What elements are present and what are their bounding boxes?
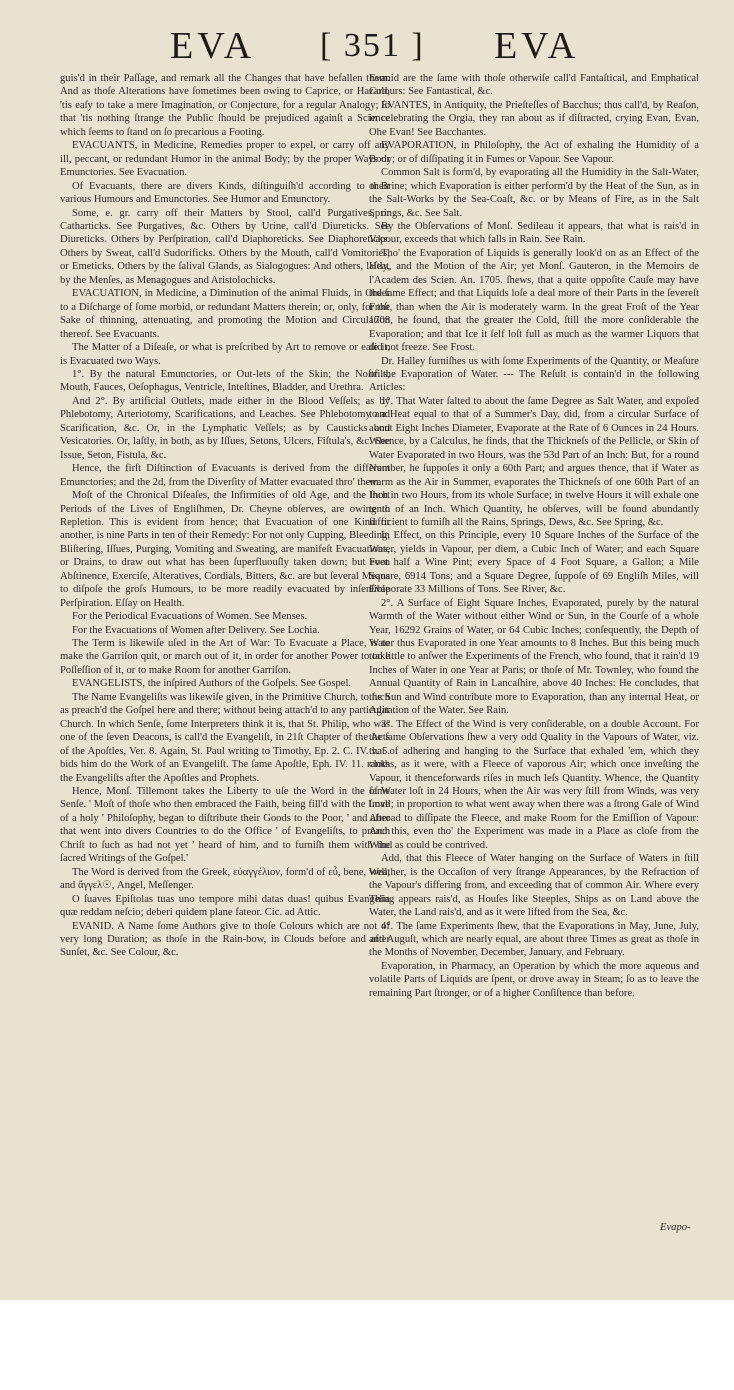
- paragraph: Dr. Halley furniſhes us with ſome Experiments of the Quantity, or Meaſure of the Evaporation of Water. --- The Reſult is contain'd in the following Articles:: [369, 355, 699, 394]
- paragraph: By the Obſervations of Monſ. Sedileau it appears, that what is rais'd in Vapour, exceeds that which falls in Rain. See Rain.: [369, 220, 699, 246]
- paragraph: EVACUANTS, in Medicine, Remedies proper to expel, or carry off any ill, peccant, or redundant Humor in the animal Body; by the proper Ways or Emunctories. See Evacuation.: [60, 140, 390, 179]
- paragraph: For the Periodical Evacuations of Women. See Menses.: [72, 611, 308, 623]
- paragraph: Hence, the firſt Diſtinction of Evacuants is derived from the different Emunctories; and the 2d, from the Diverſity of Matter evacuated thro' them.: [60, 463, 390, 488]
- paragraph: Evanid are the ſame with thoſe otherwiſe call'd Fantaſtical, and Emphatical Colours: See Fantastical, &c.: [369, 73, 699, 98]
- paragraph: The Matter of a Diſeaſe, or what is preſcribed by Art to remove or eaſe it, is Evacuated two Ways.: [60, 342, 390, 367]
- paragraph: guis'd in their Paſſage, and remark all the Changes that have befallen them. And as thoſe Alterations have ſometimes been owing to Caprice, or Hazard, 'tis eaſy to take a mere Imagination, or Conjecture, for a regular Analogy; ſo that 'tis nothing ſtrange the Public ſhould be prejudiced againſt a Science which ſeems to ſtand on ſo precarious a Footing.: [60, 73, 390, 138]
- paragraph: Evaporation, in Pharmacy, an Operation by which the more aqueous and volatile Parts of Liquids are ſpent, or drove away in Steam; ſo as to leave the remaining Part ſtronger, or of a higher Conſiſtence than before.: [369, 960, 699, 999]
- paragraph: 4°. The ſame Experiments ſhew, that the Evaporations in May, June, July, and Auguſt, which are nearly equal, are about three Times as great as thoſe in the Months of November, December, January, and February.: [369, 920, 699, 959]
- page-number: [ 351 ]: [320, 27, 425, 64]
- page-margin-band: [0, 1300, 734, 1390]
- paragraph: EVANTES, in Antiquity, the Prieſteſſes of Bacchus; thus call'd, by Reaſon, in celebrating the Orgia, they ran about as if diſtracted, crying Evan, Evan, Ohe Evan! See Bacchantes.: [369, 99, 699, 138]
- right-column: [369, 72, 699, 1252]
- catchword: Evapo-: [660, 1222, 691, 1233]
- paragraph: The Word is derived from the Greek, εὐαγγέλιον, form'd of εὖ, bene, well, and ἄγγελ☉, Angel, Meſſenger.: [60, 866, 390, 892]
- paragraph: The Name Evangeliſts was likewiſe given, in the Primitive Church, to ſuch as preach'd the Goſpel here and there; without being attach'd to any particular Church. In which Senſe, ſome Interpreters think it is, that St. Philip, who was one of the ſeven Deacons, is call'd the Evangeliſt, in 21ſt Chapter of the Acts of the Apoſtles, Ver. 8. Again, St. Paul writing to Timothy, Ep. 2. C. IV. v. 5. bids him do the Work of an Evangeliſt. The ſame Apoſtle, Eph. IV. 11. ranks the Evangeliſts after the Apoſtles and Prophets.: [60, 691, 390, 784]
- paragraph: The Term is likewiſe uſed in the Art of War: To Evacuate a Place, is to make the Garriſon quit, or march out of it, in order for another Power to take Poſſeſſion of it, or to make Room for another Garriſon.: [60, 638, 390, 676]
- paragraph: EVANID. A Name ſome Authors give to thoſe Colours which are not of very long Duration; as thoſe in the Rain-bow, in Clouds before and after Sunſet, &c. See Colour, &c.: [60, 920, 390, 959]
- left-column: [60, 72, 390, 1252]
- paragraph: 1°. That Water ſalted to about the ſame Degree as Salt Water, and expoſed to a Heat equal to that of a Summer's Day, did, from a circular Surface of about Eight Inches Diameter, Evaporate at the Rate of 6 Ounces in 24 Hours. Whence, by a Calculus, he finds, that the Thickneſs of the Pellicle, or Skin of Water Evaporated in two Hours, was the 53d Part of an Inch: But, for a round Number, he ſuppoſes it only a 60th Part; and argues thence, that if Water as warm as the Air in Summer, evaporates the Thickneſs of one 60th Part of an Inch in two Hours, from its whole Surface; in twelve Hours it will exhale one tenth of an Inch. Which Quantity, he obſerves, will be found abundantly ſufficient to furniſh all the Rains, Springs, Dews, &c. See Spring, &c.: [369, 395, 699, 528]
- paragraph: EVACUATION, in Medicine, a Diminution of the animal Fluids, in Order to a Diſcharge of ſome morbid, or redundant Matters therein; or, only, for the Sake of thinning, attenuating, and promoting the Motion and Circulation thereof. See Evacuants.: [60, 288, 390, 340]
- running-header: [0, 24, 734, 68]
- paragraph: Tho' the Evaporation of Liquids is generally look'd on as an Effect of the Heat, and the Motion of the Air; yet Monſ. Gauteron, in the Memoirs de l'Academ des Scien. An. 1705. ſhews, that a quite oppoſite Cauſe may have the ſame Effect; and that Liquids loſe a deal more of their Parts in the ſevereſt Froſt, than when the Air is moderately warm. In the great Froſt of the Year 1708, he found, that the greater the Cold, ſtill the more conſiderable the Evaporation; and that Ice it ſelf loſt full as much as the warmer Liquors that did not freeze. See Frost.: [369, 247, 699, 354]
- paragraph: O ſuaves Epiſtolas tuas uno tempore mihi datas duas! quibus Evangelia quæ reddam neſcio; deberi quidem plane fateor. Cic. ad Attic.: [60, 893, 390, 919]
- paragraph: Common Salt is form'd, by evaporating all the Humidity in the Salt-Water, or Brine; which Evaporation is either perform'd by the Heat of the Sun, as in the Salt-Works by the Sea-Coaſt, &c. or by Means of Fire, as in the Salt Springs, &c. See Salt.: [369, 167, 699, 219]
- paragraph: 1°. By the natural Emunctories, or Out-lets of the Skin; the Noſtrils, Mouth, Fauces, Oeſophagus, Ventricle, Inteſtines, Bladder, and Urethra.: [60, 368, 390, 394]
- paragraph: And 2°. By artificial Outlets, made either in the Blood Veſſels; as by Phlebotomy, Arteriotomy, Scarifications, and Leaches. See Phlebotomy and Scarification, &c. Or, in the Lymphatic Veſſels; as by Causticks and Vesicatories. Or, laſtly, in both, as by Iſſues, Setons, Ulcers, Fiſtula's, &c. See Issue, Seton, Fistula, &c.: [60, 395, 390, 461]
- paragraph: 3°. The Effect of the Wind is very conſiderable, on a double Account. For the ſame Obſervations ſhew a very odd Quality in the Vapours of Water, viz. that of adhering and hanging to the Surface that exhaled 'em, which they cloths, as it were, with a Fleece of vaporous Air; which once inveſting the Vapour, it thenceforwards riſes in much leſs Quantity. Whence, the Quantity of Water loſt in 24 Hours, when the Air was very ſtill from Winds, was very ſmall; in proportion to what went away when there was a ſtrong Gale of Wind Abroad to diſſipate the Fleece, and make Room for the Emiſſion of Vapour: And this, even tho' the Experiment was made in a Place as cloſe from the Wind as could be contrived.: [369, 718, 699, 851]
- paragraph: EVANGELISTS, the inſpired Authors of the Goſpels. See Gospel.: [72, 678, 352, 690]
- header-left-word: EVA: [170, 25, 256, 67]
- paragraph: Some, e. gr. carry off their Matters by Stool, call'd Purgatives, or Catharticks. See Purgatives, &c. Others by Urine, call'd Diureticks. See Diureticks. Others by Perſpiration, call'd Diaphoreticks. See Diaphoreticks. Others by Sweat, call'd Sudorificks. Others by the Mouth, call'd Vomitories, or Emeticks. Others by the ſalival Glands, as Sialogogues: And others, laſtly, by the Menſes, as Menagogues and Aristolochicks.: [60, 207, 390, 286]
- paragraph: In Effect, on this Principle, every 10 Square Inches of the Surface of the Water, yields in Vapour, per diem, a Cubic Inch of Water; and each Square Foot half a Wine Pint; every Space of 4 Foot Square, a Gallon; a Mile Square, 6914 Tons; and a Square Degree, ſuppoſe of 69 Engliſh Miles, will Evaporate 33 Millions of Tons. See River, &c.: [369, 530, 699, 596]
- paragraph: For the Evacuations of Women after Delivery. See Lochia.: [72, 624, 320, 636]
- header-right-word: EVA: [494, 25, 580, 67]
- paragraph: Hence, Monſ. Tillemont takes the Liberty to uſe the Word in the ſame Senſe. ' Moſt of thoſe who then embraced the Faith, being fill'd with the Love of a holy ' Philoſophy, began to diſtribute their Goods to the Poor, ' and after that went into divers Countries to do the Office ' of Evangeliſts, to preach Chriſt to ſuch as had not yet ' heard of him, and to furniſh them with the ſacred Writings of the Goſpel.': [60, 786, 390, 865]
- paragraph: EVAPORATION, in Philoſophy, the Act of exhaling the Humidity of a Body; or of diſſipating it in Fumes or Vapour. See Vapour.: [369, 140, 699, 165]
- paragraph: Add, that this Fleece of Water hanging on the Surface of Waters in ſtill Weather, is the Occaſion of very ſtrange Appearances, by the Refraction of the Vapour's differing from, and exceeding that of common Air. Where every Thing appears rais'd, as Houſes like Steeples, Ships as on Land above the Water, the Land rais'd, and as it were lifted from the Sea, &c.: [369, 853, 699, 919]
- paragraph: Of Evacuants, there are divers Kinds, diſtinguiſh'd according to their various Humours and Emunctories. See Humor and Emunctory.: [60, 180, 390, 206]
- paragraph: 2°. A Surface of Eight Square Inches, Evaporated, purely by the natural Warmth of the Water without either Wind or Sun, in the Courſe of a whole Year, 16292 Grains of Water, or 64 Cubic Inches; conſequently, the Depth of Water thus Evaporated in one Year amounts to 8 Inches. But this being much too little to anſwer the Experiments of the French, who found, that it rain'd 19 Inches of Water in one Year at Paris; or thoſe of Mr. Townley, who found the Annual Quantity of Rain in Lancaſhire, above 40 Inches: He concludes, that the Sun and Wind contribute more to Evaporation, than any internal Heat, or Agitation of the Water. See Rain.: [369, 597, 699, 717]
- paragraph: Moſt of the Chronical Diſeaſes, the Infirmities of old Age, and the ſhort Periods of the Lives of Engliſhmen, Dr. Cheyne obſerves, are owing to Repletion. This is evident from hence; that Evacuation of one Kind or another, is nine Parts in ten of their Remedy: For not only Cupping, Bleeding, Bliſtering, Iſſues, Purging, Vomiting and Sweating, are manifeſt Evacuations, or Drains, to draw out what has been ſuperfluouſly taken down; but even Abſtinence, Exerciſe, Alteratives, Cordials, Bitters, &c. are but ſeveral Means to diſpoſe the groſs Humours, to be more readily evacuated by inſenſible Perſpiration. Eſſay on Health.: [60, 490, 390, 609]
